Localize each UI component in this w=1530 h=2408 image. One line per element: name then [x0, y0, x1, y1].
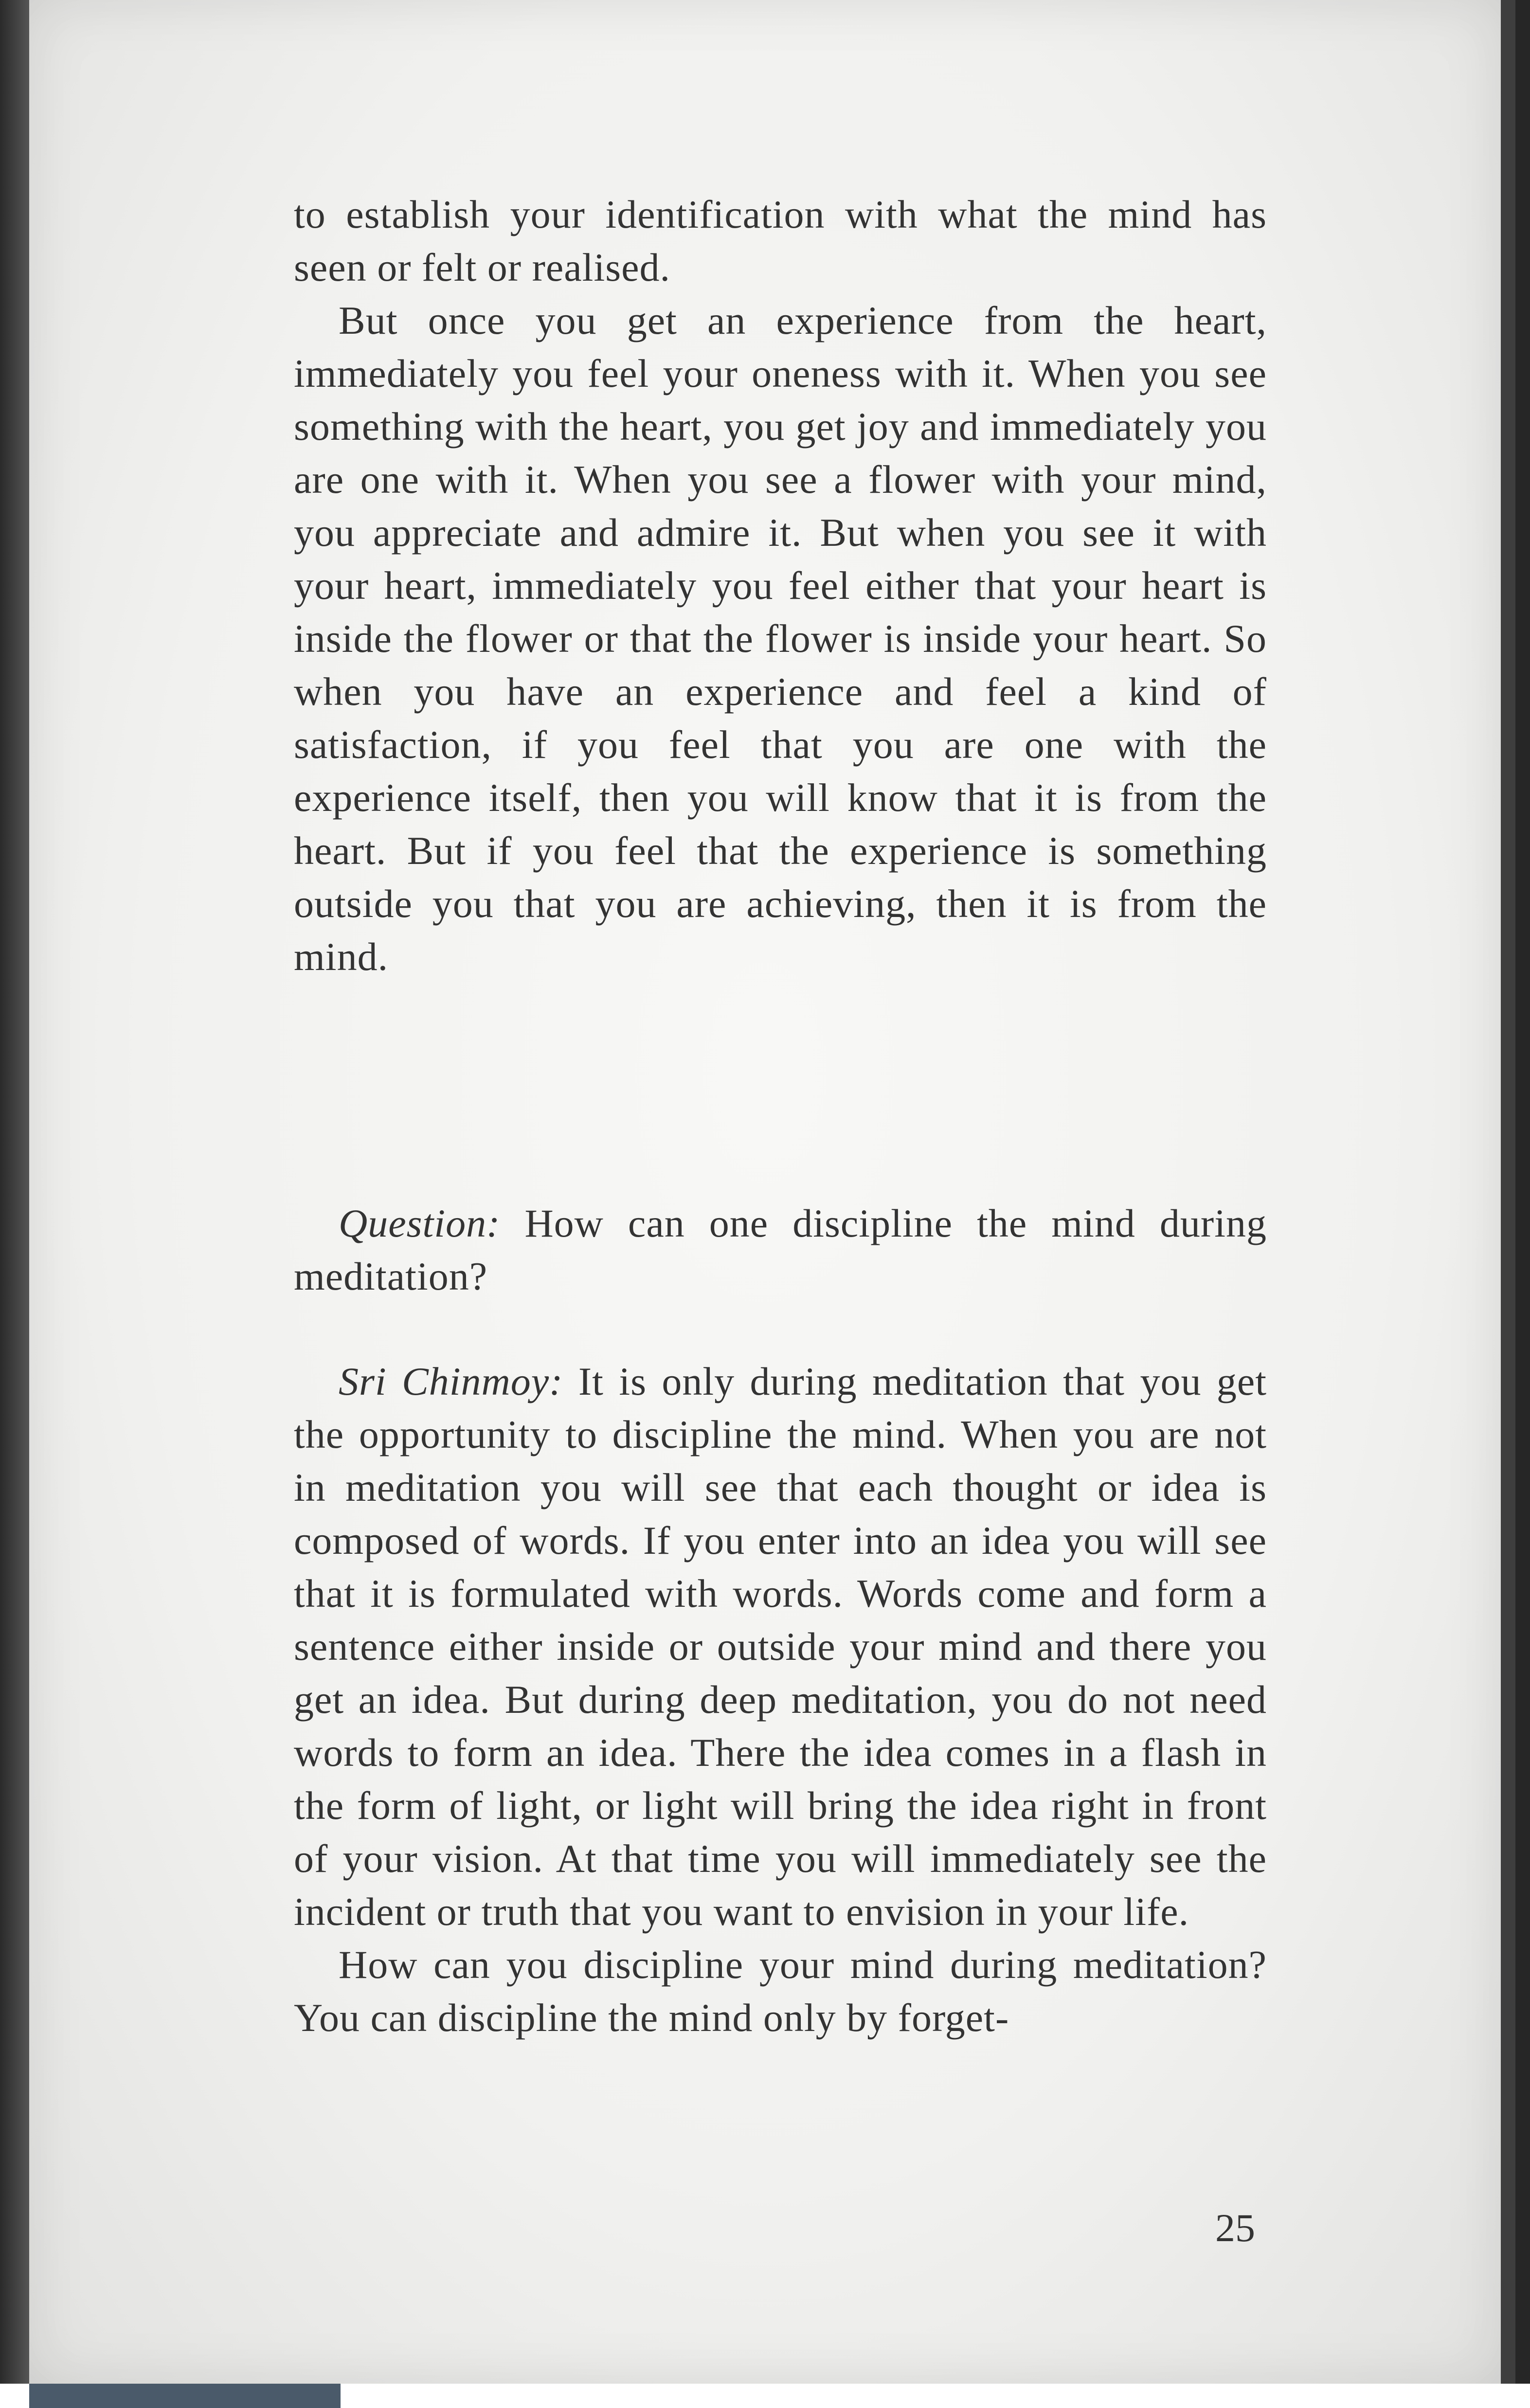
page-number: 25	[1215, 2206, 1255, 2250]
continuation-paragraph: to establish your identification with what the mind has seen or felt or realised.	[294, 192, 1267, 289]
opening-text-block	[294, 188, 1267, 983]
question-text: How can one discipline the mind during meditation?	[294, 1201, 1267, 1298]
final-paragraph: How can you discipline your mind during meditation? You can discipline the mind only by forget-	[294, 1942, 1267, 2040]
book-page	[29, 0, 1501, 2384]
answer-paragraph	[294, 1355, 1267, 1938]
answer-label: Sri Chinmoy:	[339, 1359, 563, 1403]
question-paragraph	[294, 1197, 1267, 1303]
scan-edge-left	[0, 0, 29, 2408]
question-label: Question:	[339, 1201, 501, 1245]
heart-paragraph: But once you get an experience from the heart, immediately you feel your oneness with it. When you see something with the heart, you get joy and immediately you are one with it. When you see a flower with your mind, you appreciate and admire it. But when you see it with your heart, immediately you feel either that your heart is inside the flower or that the flower is inside your heart. So when you have an experience and feel a kind of satisfaction, if you feel that you are one with the experience itself, then you will know that it is from the heart. But if you feel that the experience is something outside you that you are achieving, then it is from the mind.	[294, 298, 1267, 979]
scan-bottom-bar	[29, 2384, 341, 2408]
scan-edge-right	[1515, 0, 1530, 2408]
answer-text: It is only during meditation that you get the opportunity to discipline the mind. When you are not in meditation you will see that each thought or idea is composed of words. If you enter into an idea you will see that it is formulated with words. Words come and form a sentence either inside or outside your mind and there you get an idea. But during deep meditation, you do not need words to form an idea. There the idea comes in a flash in the form of light, or light will bring the idea right in front of your vision. At that time you will immediately see the incident or truth that you want to envision in your life.	[294, 1359, 1267, 1934]
question-block	[294, 1197, 1267, 1303]
answer-block	[294, 1355, 1267, 2044]
